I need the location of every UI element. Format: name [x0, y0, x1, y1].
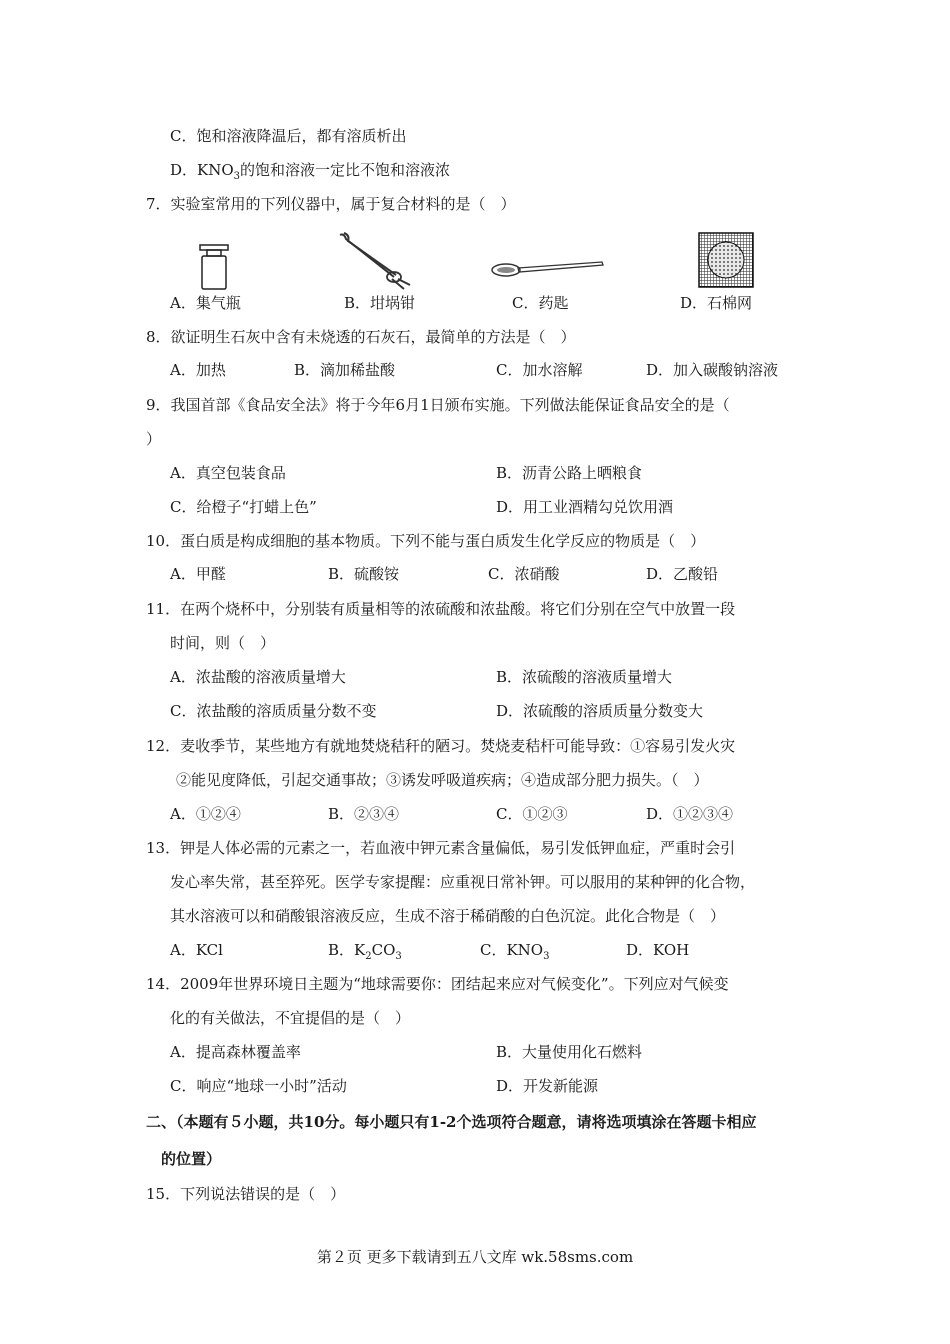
q7-option-d: D．石棉网 — [680, 294, 753, 312]
asbestos-gauze-icon — [698, 232, 754, 288]
q14-stem-line1: 14．2009年世界环境日主题为“地球需要你：团结起来应对气候变化”。下列应对气候变 — [146, 975, 729, 993]
q9-option-c: C．给橙子“打蜡上色” — [170, 498, 317, 516]
q9-option-a: A．真空包装食品 — [170, 464, 286, 482]
q13-option-d: D．KOH — [626, 941, 690, 959]
q14-option-b: B．大量使用化石燃料 — [496, 1043, 643, 1061]
q6-option-d: D．$KNO_3$的饱和溶液一定比不饱和溶液浓 — [170, 161, 451, 182]
q13-stem-line2: 发心率失常，甚至猝死。医学专家提醒：应重视日常补钾。可以服用的某种钾的化合物， — [170, 873, 756, 891]
page-footer: 第２页 更多下载请到五八文库 wk.58sms.com — [316, 1248, 634, 1266]
q15-stem: 15．下列说法错误的是（ ） — [146, 1185, 346, 1203]
q7-option-b: B．坩埚钳 — [344, 294, 416, 312]
q11-option-d: D．浓硫酸的溶质质量分数变大 — [496, 702, 704, 720]
q13-stem-line3: 其水溶液可以和硝酸银溶液反应，生成不溶于稀硝酸的白色沉淀。此化合物是（ ） — [170, 907, 726, 925]
q12-option-a: A．①②④ — [170, 805, 241, 823]
q8-option-c: C．加水溶解 — [496, 361, 583, 379]
q9-stem-line1: 9．我国首部《食品安全法》将于今年6月1日颁布实施。下列做法能保证食品安全的是（ — [146, 396, 730, 414]
q13-option-a: A．KCl — [170, 941, 223, 959]
q10-option-d: D．乙酸铅 — [646, 565, 719, 583]
q7-option-c: C．药匙 — [512, 294, 569, 312]
q12-option-c: C．①②③ — [496, 805, 568, 823]
q12-stem-line1: 12．麦收季节，某些地方有就地焚烧秸秆的陋习。焚烧麦秸杆可能导致：①容易引发火灾 — [146, 737, 736, 755]
q13-option-c: C．$KNO_3$ — [480, 941, 550, 962]
q14-option-a: A．提高森林覆盖率 — [170, 1043, 301, 1061]
q8-option-a: A．加热 — [170, 361, 226, 379]
q14-stem-line2: 化的有关做法，不宜提倡的是（ ） — [170, 1009, 411, 1027]
q9-stem-line2: ） — [146, 430, 162, 448]
q12-stem-line2: ②能见度降低，引起交通事故；③诱发呼吸道疾病；④造成部分肥力损失。（ ） — [176, 771, 709, 789]
q8-option-d: D．加入碳酸钠溶液 — [646, 361, 779, 379]
q9-option-b: B．沥青公路上晒粮食 — [496, 464, 643, 482]
section-2-heading-line2: 的位置） — [161, 1150, 222, 1168]
q10-stem: 10．蛋白质是构成细胞的基本物质。下列不能与蛋白质发生化学反应的物质是（ ） — [146, 532, 706, 550]
q8-stem: 8．欲证明生石灰中含有未烧透的石灰石，最简单的方法是（ ） — [146, 328, 576, 346]
q7-stem: 7．实验室常用的下列仪器中，属于复合材料的是（ ） — [146, 195, 516, 213]
q13-option-b: B．$K_2CO_3$ — [328, 941, 402, 962]
q12-option-b: B．②③④ — [328, 805, 400, 823]
q7-option-a: A．集气瓶 — [170, 294, 241, 312]
q12-option-d: D．①②③④ — [646, 805, 734, 823]
q10-option-a: A．甲醛 — [170, 565, 226, 583]
section-2-heading-line1: 二、（本题有５小题，共10分。每小题只有1-2个选项符合题意，请将选项填涂在答题卡相应 — [146, 1113, 757, 1131]
q11-stem-line1: 11．在两个烧杯中，分别装有质量相等的浓硫酸和浓盐酸。将它们分别在空气中放置一段 — [146, 600, 736, 618]
q6-option-c: C．饱和溶液降温后，都有溶质析出 — [170, 127, 407, 145]
medicine-spoon-icon — [490, 256, 606, 280]
q8-option-b: B．滴加稀盐酸 — [294, 361, 396, 379]
q9-option-d: D．用工业酒精勾兑饮用酒 — [496, 498, 674, 516]
q11-option-b: B．浓硫酸的溶液质量增大 — [496, 668, 673, 686]
q10-option-b: B．硫酸铵 — [328, 565, 400, 583]
q11-option-a: A．浓盐酸的溶液质量增大 — [170, 668, 346, 686]
q10-option-c: C．浓硝酸 — [488, 565, 560, 583]
q11-stem-line2: 时间，则（ ） — [170, 634, 276, 652]
q13-stem-line1: 13．钾是人体必需的元素之一，若血液中钾元素含量偏低，易引发低钾血症，严重时会引 — [146, 839, 736, 857]
gas-bottle-icon — [196, 243, 232, 291]
q11-option-c: C．浓盐酸的溶质质量分数不变 — [170, 702, 377, 720]
crucible-tongs-icon — [334, 231, 414, 293]
q14-option-d: D．开发新能源 — [496, 1077, 599, 1095]
q14-option-c: C．响应“地球一小时”活动 — [170, 1077, 347, 1095]
